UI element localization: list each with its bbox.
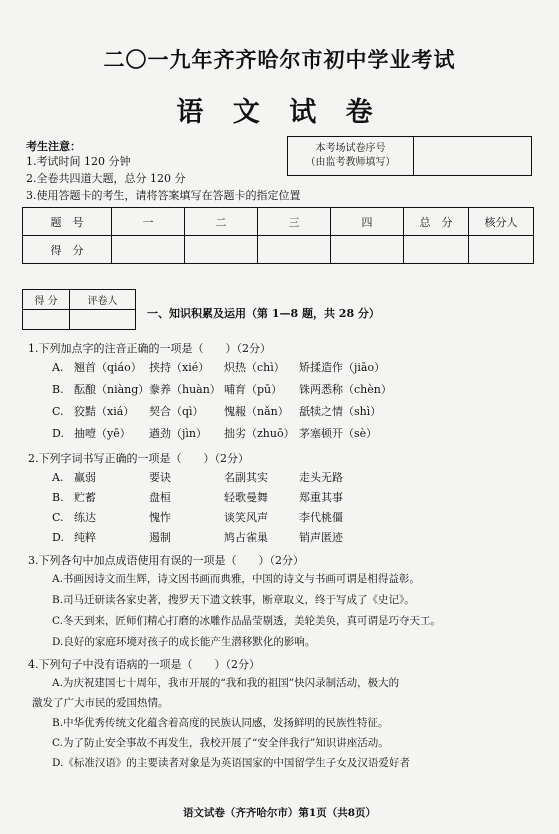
option-letter: A. (52, 361, 64, 374)
exam-id-line2: （由监考教师填写） (305, 157, 396, 168)
score-cell[interactable] (404, 236, 469, 264)
question-2-option (52, 489, 419, 506)
option-text: 舐犊之情（shì） (299, 405, 382, 418)
option-letter: C. (52, 511, 64, 524)
grader-score-cell[interactable] (23, 310, 70, 330)
score-header: 总 分 (404, 208, 469, 236)
question-3-option: C.冬天到来，匠师们精心打磨的冰雕作品晶莹剔透，美轮美奂，真可谓是巧夺天工。 (52, 615, 441, 627)
option-text: 郑重其事 (299, 491, 343, 504)
option-letter: C. (52, 405, 64, 418)
option-text: 愧怍 (149, 511, 171, 524)
question-3-option: A.书画因诗文而生辉，诗文因书画而典雅，中国的诗文与书画可谓是相得益彰。 (52, 573, 420, 585)
exam-id-label (288, 137, 414, 176)
score-header: 一 (112, 208, 185, 236)
question-1-option (52, 403, 419, 420)
option-text: 茅塞顿开（sè） (299, 427, 378, 440)
score-cell[interactable] (185, 236, 258, 264)
question-4-option: 激发了广大市民的爱国热情。 (32, 697, 169, 709)
question-2-option (52, 469, 419, 486)
notice-item: 1.考试时间 120 分钟 (26, 155, 131, 168)
option-text: 要诀 (149, 471, 171, 484)
score-table (22, 207, 534, 264)
option-text: 哺育（pū） (224, 383, 283, 396)
score-header: 三 (258, 208, 331, 236)
exam-id-box (287, 136, 532, 176)
question-2-option (52, 509, 419, 526)
option-text: 谈笑风声 (224, 511, 268, 524)
question-1-option (52, 359, 419, 376)
option-text: 轻歌曼舞 (224, 491, 268, 504)
option-text: 遏制 (149, 531, 171, 544)
option-text: 盘桓 (149, 491, 171, 504)
notice-item: 3.使用答题卡的考生，请将答案填写在答题卡的指定位置 (26, 189, 301, 202)
question-1-stem: 1.下列加点字的注音正确的一项是（ ）（2分） (28, 342, 271, 355)
option-text: 铢两悉称（chèn） (299, 383, 392, 396)
question-4-option: D.《标准汉语》的主要读者对象是为英语国家的中国留学生子女及汉语爱好者 (52, 757, 410, 769)
option-text: 翘首（qiáo） (74, 361, 142, 374)
question-4-option: A.为庆祝建国七十周年，我市开展的“我和我的祖国”快闪录制活动，极大的 (52, 677, 400, 689)
option-text: 练达 (74, 511, 96, 524)
option-text: 契合（qì） (149, 405, 204, 418)
score-cell[interactable] (331, 236, 404, 264)
option-text: 鸠占雀巢 (224, 531, 268, 544)
option-text: 走头无路 (299, 471, 343, 484)
option-text: 矫揉造作（jiāo） (299, 361, 386, 374)
question-4-stem: 4.下列句子中没有语病的一项是（ ）（2分） (28, 658, 260, 671)
exam-id-line1: 本考场试卷序号 (315, 143, 386, 154)
option-text: 李代桃僵 (299, 511, 343, 524)
option-letter: D. (52, 531, 64, 544)
option-text: 纯粹 (74, 531, 96, 544)
score-header: 核分人 (469, 208, 534, 236)
question-2-stem: 2.下列字词书写正确的一项是（ ）（2分） (28, 452, 249, 465)
grader-box (22, 289, 136, 330)
question-4-option: C.为了防止安全事故不再发生，我校开展了“安全伴我行”知识讲座活动。 (52, 737, 389, 749)
question-3-option: D.良好的家庭环境对孩子的成长能产生潜移默化的影响。 (52, 636, 316, 648)
option-text: 名副其实 (224, 471, 268, 484)
question-1-option (52, 425, 419, 442)
option-text: 炽热（chì） (224, 361, 285, 374)
section-title: 一、知识积累及运用（第 1—8 题，共 28 分） (147, 307, 380, 320)
notice-item: 2.全卷共四道大题，总分 120 分 (26, 172, 186, 185)
score-cell[interactable] (258, 236, 331, 264)
option-text: 狡黠（xiá） (74, 405, 135, 418)
option-text: 羸弱 (74, 471, 96, 484)
option-text: 销声匿迹 (299, 531, 343, 544)
option-text: 遒劲（jìn） (149, 427, 208, 440)
score-row-label: 得 分 (23, 236, 112, 264)
option-text: 抽噎（yē） (74, 427, 131, 440)
question-1-option (52, 381, 419, 398)
question-2-option (52, 529, 419, 546)
score-cell[interactable] (112, 236, 185, 264)
grader-score-label: 得 分 (23, 290, 70, 310)
score-header: 二 (185, 208, 258, 236)
option-letter: D. (52, 427, 64, 440)
option-letter: A. (52, 471, 64, 484)
score-header: 四 (331, 208, 404, 236)
exam-title: 二〇一九年齐齐哈尔市初中学业考试 (103, 47, 456, 72)
grader-reviewer-label: 评卷人 (70, 290, 136, 310)
option-text: 愧赧（nǎn） (224, 405, 289, 418)
page-footer: 语文试卷（齐齐哈尔市）第1页（共8页） (182, 807, 377, 819)
question-3-stem: 3.下列各句中加点成语使用有误的一项是（ ）（2分） (28, 554, 304, 567)
question-3-option: B.司马迁研读各家史著，搜罗天下遗文轶事，断章取义，终于写成了《史记》。 (52, 594, 415, 606)
exam-id-field[interactable] (414, 137, 532, 176)
notice-heading: 考生注意： (26, 140, 81, 153)
option-text: 拙劣（zhuō） (224, 427, 295, 440)
question-4-option: B.中华优秀传统文化蕴含着高度的民族认同感，发扬鲜明的民族性特征。 (52, 717, 389, 729)
paper-subtitle: 语 文 试 卷 (176, 97, 383, 128)
option-letter: B. (52, 383, 64, 396)
score-cell[interactable] (469, 236, 534, 264)
option-letter: B. (52, 491, 64, 504)
option-text: 酝酿（niàng） (74, 383, 150, 396)
option-text: 贮蓄 (74, 491, 96, 504)
grader-reviewer-cell[interactable] (70, 310, 136, 330)
score-header: 题 号 (23, 208, 112, 236)
option-text: 豢养（huàn） (149, 383, 221, 396)
option-text: 挟持（xié） (149, 361, 210, 374)
